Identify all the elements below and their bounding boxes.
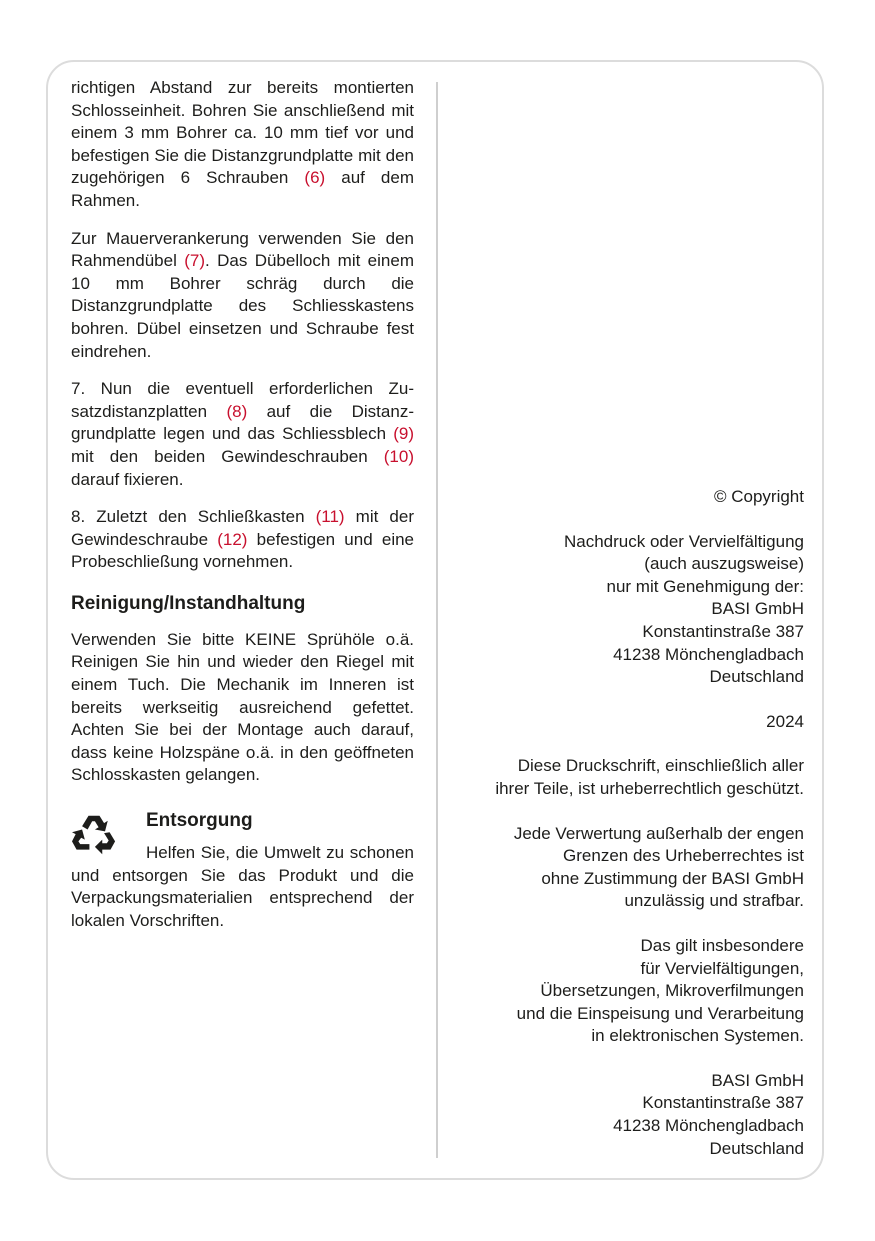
recycle-icon	[71, 813, 117, 857]
paragraph-step-7: 7. Nun die eventuell erforderlichen Zusatzdistanzplatten (8) auf die Distanzgrundplatte legen und das Schliessblech (9) mit den beiden Gewindeschrauben (10) darauf fixieren.	[71, 379, 414, 489]
paragraph-anchoring: Zur Mauerverankerung verwenden Sie den Rahmendübel (7). Das Dübelloch mit einem 10 mm Bohrer schräg durch die Distanzgrundplatte des Schliesskastens bohren. Dübel einsetzen und Schraube fest eindrehen.	[71, 228, 414, 361]
copyright-line: © Copyright	[713, 487, 804, 506]
copyright-protection: Diese Druckschrift, einschließlich aller ihrer Teile, ist urheberrechtlich geschützt.	[495, 756, 804, 798]
reference-10: (10)	[383, 446, 414, 466]
year: 2024	[766, 711, 804, 731]
reference-7: (7)	[184, 251, 205, 271]
usage-notice: Jede Verwertung außerhalb der engen Grenzen des Urheberrechtes ist ohne Zustimmung der BASI GmbH unzulässig und strafbar.	[513, 823, 804, 911]
especially-notice: Das gilt insbesondere für Vervielfältigungen, Übersetzungen, Mikroverfilmungen und die Einspeisung und Verarbeitung in elektronischen Systemen.	[516, 935, 804, 1046]
heading-disposal: Entsorgung	[146, 810, 253, 832]
reference-6: (6)	[304, 168, 326, 188]
reprint-notice: Nachdruck oder Vervielfältigung (auch auszugsweise) nur mit Genehmigung der: BASI GmbH Konstantinstraße 387 41238 Mönchengladbach Deutschland	[563, 531, 804, 687]
left-column	[71, 77, 414, 947]
right-column	[424, 486, 804, 1182]
paragraph-disposal: Helfen Sie, die Umwelt zu schonen und entsorgen Sie das Produkt und die Verpackungsmaterialien entsprechend der lokalen Vorschriften.	[71, 843, 414, 930]
paragraph-cleaning: Verwenden Sie bitte KEINE Sprühöle o.ä. Reinigen Sie hin und wieder den Riegel mit einem Tuch. Die Mechanik im Inneren ist bereits werkseitig ausreichend gefettet. Achten Sie bei der Montage auch darauf, dass keine Holzspäne o.ä. in den geöffneten Schlosskasten gelangen.	[71, 629, 414, 785]
company-address: BASI GmbH Konstantinstraße 387 41238 Mönchengladbach Deutschland	[613, 1070, 804, 1158]
reference-9: (9)	[393, 424, 414, 444]
paragraph-step-8: 8. Zuletzt den Schließkasten (11) mit der Gewindeschraube (12) befestigen und eine Probeschließung vornehmen.	[71, 507, 414, 572]
reference-12: (12)	[217, 529, 248, 549]
disposal-section	[71, 809, 414, 932]
paragraph-mounting: richtigen Abstand zur bereits montierten Schlosseinheit. Bohren Sie anschließend mit einem 3 mm Bohrer ca. 10 mm tief vor und befestigen Sie die Distanzgrundplatte mit den zugehörigen 6 Schrauben (6) auf dem Rahmen.	[71, 78, 414, 210]
reference-11: (11)	[315, 507, 345, 527]
reference-8: (8)	[226, 401, 248, 421]
heading-cleaning: Reinigung/Instandhaltung	[71, 592, 306, 614]
